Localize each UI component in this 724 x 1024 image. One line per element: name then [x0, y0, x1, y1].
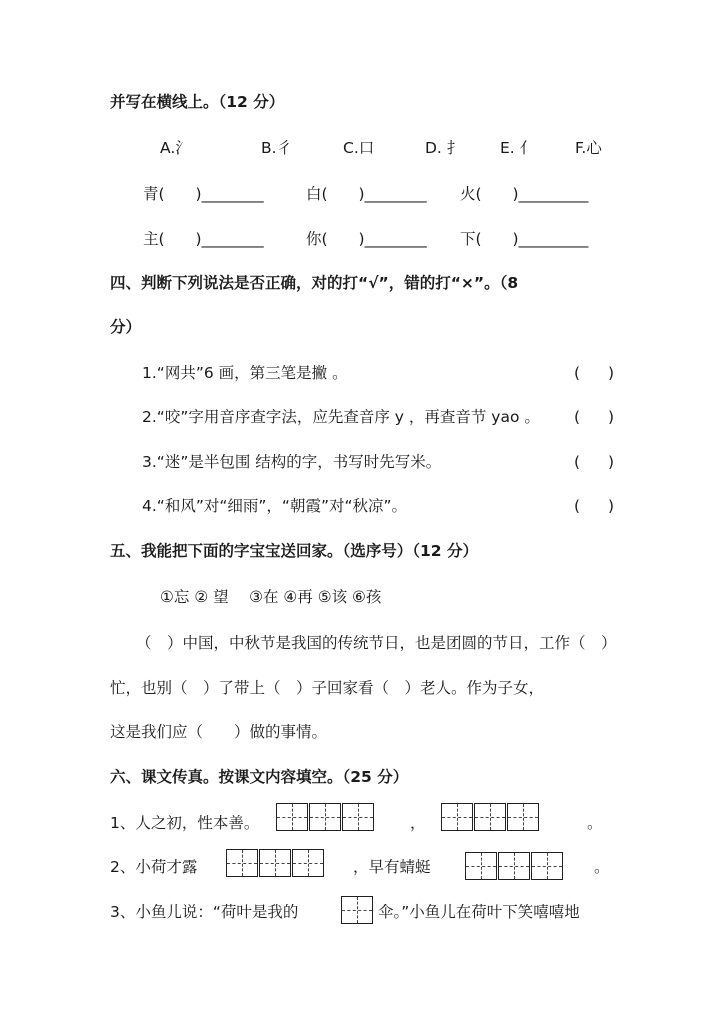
- writing-cell[interactable]: [465, 852, 497, 880]
- option-b: B.彳: [261, 139, 293, 157]
- section6-heading: 六、课文传真。按课文内容填空。（25 分）: [110, 768, 409, 786]
- recite-line2-end: 。: [594, 858, 610, 876]
- word-choices: ①忘 ② 望 ③在 ④再 ⑤该 ⑥孩: [160, 588, 382, 606]
- recite-line2-prefix: 2、小荷才露: [110, 858, 198, 876]
- writing-grid-1b[interactable]: [441, 803, 539, 831]
- writing-cell[interactable]: [276, 803, 308, 831]
- option-c: C.口: [343, 139, 375, 157]
- radical-blank-bai[interactable]: 白( )________: [306, 185, 427, 203]
- radical-blank-xia[interactable]: 下( )_________: [460, 230, 589, 248]
- option-e: E. 亻: [500, 139, 536, 157]
- recite-line3-suffix: 伞。”小鱼儿在荷叶下笑嘻嘻地: [378, 903, 580, 921]
- judge-item-3: 3.“迷”是半包围 结构的字，书写时先写米。: [142, 453, 442, 471]
- recite-line2-mid: ，早有蜻蜓: [353, 858, 431, 876]
- section3-intro: 并写在横线上。（12 分）: [110, 93, 285, 111]
- option-d: D. 扌: [425, 139, 463, 157]
- radical-blank-huo[interactable]: 火( )_________: [460, 185, 589, 203]
- writing-cell[interactable]: [309, 803, 341, 831]
- section5-heading: 五、我能把下面的字宝宝送回家。（选序号）（12 分）: [110, 542, 478, 560]
- fill-paragraph-line3[interactable]: 这是我们应（ ）做的事情。: [110, 723, 328, 741]
- fill-paragraph-line1[interactable]: （ ）中国，中秋节是我国的传统节日，也是团圆的节日，工作（ ）: [136, 634, 617, 652]
- section4-heading-cont: 分）: [110, 318, 142, 336]
- writing-cell[interactable]: [226, 849, 258, 877]
- writing-cell[interactable]: [292, 849, 324, 877]
- judge-item-1: 1.“网共”6 画，第三笔是撇 。: [142, 364, 348, 382]
- writing-cell[interactable]: [441, 803, 473, 831]
- judge-item-2: 2.“咬”字用音序查字法，应先查音序 y ，再查音节 yao 。: [142, 408, 540, 426]
- option-f: F.心: [575, 139, 602, 157]
- writing-cell[interactable]: [474, 803, 506, 831]
- writing-cell[interactable]: [341, 896, 373, 924]
- judge-answer-2[interactable]: ( ): [574, 408, 614, 426]
- recite-line1-comma: ，: [410, 814, 426, 832]
- writing-grid-2a[interactable]: [226, 849, 324, 877]
- recite-line1-prefix: 1、人之初，性本善。: [110, 814, 260, 832]
- radical-blank-zhu[interactable]: 主( )________: [143, 230, 264, 248]
- writing-grid-3[interactable]: [341, 896, 373, 924]
- section4-heading: 四、判断下列说法是否正确，对的打“√”，错的打“×”。（8: [110, 274, 519, 292]
- option-a: A.氵: [160, 139, 191, 157]
- radical-blank-qing[interactable]: 青( )________: [143, 185, 264, 203]
- writing-cell[interactable]: [342, 803, 374, 831]
- recite-line3-prefix: 3、小鱼儿说：“荷叶是我的: [110, 903, 299, 921]
- judge-answer-3[interactable]: ( ): [574, 453, 614, 471]
- writing-cell[interactable]: [507, 803, 539, 831]
- judge-answer-4[interactable]: ( ): [574, 497, 614, 515]
- recite-line1-end: 。: [587, 814, 603, 832]
- fill-paragraph-line2[interactable]: 忙，也别（ ）了带上（ ）子回家看（ ）老人。作为子女，: [110, 679, 545, 697]
- judge-item-4: 4.“和风”对“细雨”，“朝霞”对“秋凉”。: [142, 497, 408, 515]
- writing-cell[interactable]: [259, 849, 291, 877]
- judge-answer-1[interactable]: ( ): [574, 364, 614, 382]
- writing-cell[interactable]: [498, 852, 530, 880]
- writing-grid-1a[interactable]: [276, 803, 374, 831]
- writing-grid-2b[interactable]: [465, 852, 563, 880]
- radical-blank-ni[interactable]: 你( )________: [306, 230, 427, 248]
- writing-cell[interactable]: [531, 852, 563, 880]
